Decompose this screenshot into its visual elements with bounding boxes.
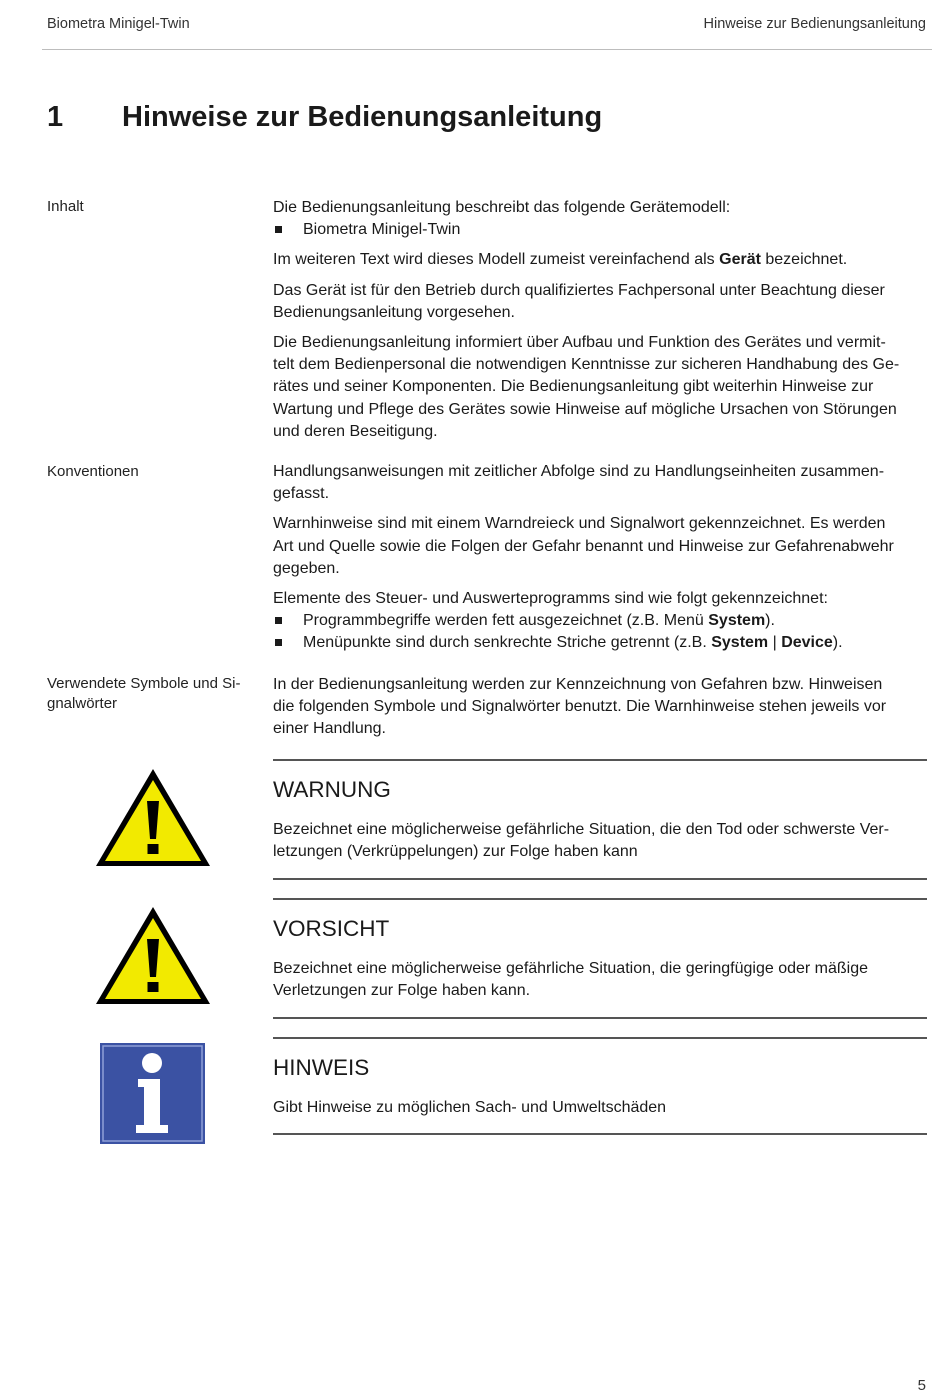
inhalt-intro: Die Bedienungsanleitung beschreibt das folgende Gerätemodell: bbox=[273, 199, 731, 216]
signal-box-warnung bbox=[273, 759, 927, 880]
chapter-number: 1 bbox=[47, 101, 64, 133]
signal-word-warnung: WARNUNG bbox=[273, 777, 391, 802]
info-sign-icon bbox=[100, 1043, 205, 1144]
signal-text-warnung: Bezeichnet eine möglicherweise gefährliche Situation, die den Tod oder schwerste Ver- letzungen (Verkrüppelungen) zur Folge haben kann bbox=[273, 821, 890, 861]
signal-word-vorsicht: VORSICHT bbox=[273, 916, 390, 941]
list-item: Programmbegriffe werden fett ausgezeichnet (z.B. Menü System). bbox=[273, 610, 928, 632]
bullet-square-icon bbox=[275, 617, 282, 624]
signal-text-vorsicht: Bezeichnet eine möglicherweise gefährliche Situation, die geringfügige oder mäßige Verletzungen zur Folge haben kann. bbox=[273, 960, 869, 1000]
inhalt-paragraph-3: Das Gerät ist für den Betrieb durch qualifiziertes Fachpersonal unter Beachtung dieser Bedienungsanleitung vorgesehen. bbox=[273, 281, 885, 321]
section-symbole bbox=[273, 674, 928, 749]
section-konventionen bbox=[273, 461, 928, 663]
warning-triangle-icon bbox=[94, 905, 212, 1007]
chapter-title: Hinweise zur Bedienungsanleitung bbox=[122, 101, 603, 133]
page-number: 5 bbox=[917, 1377, 926, 1394]
konventionen-paragraph-2: Warnhinweise sind mit einem Warndreieck und Signalwort gekennzeichnet. Es werden Art und Quelle sowie die Folgen der Gefahr benannt und Hinweise zur Gefahrenabwehr gegeben. bbox=[273, 515, 894, 577]
list-item: Biometra Minigel-Twin bbox=[273, 219, 928, 241]
running-header-right: Hinweise zur Bedienungsanleitung bbox=[703, 16, 926, 32]
bullet-square-icon bbox=[275, 639, 282, 646]
konventionen-list bbox=[273, 610, 928, 654]
signal-box-vorsicht bbox=[273, 898, 927, 1019]
inhalt-paragraph-2: Im weiteren Text wird dieses Modell zumeist vereinfachend als Gerät bezeichnet. bbox=[273, 251, 848, 269]
warning-triangle-icon bbox=[94, 767, 212, 869]
signal-text-hinweis: Gibt Hinweise zu möglichen Sach- und Umweltschäden bbox=[273, 1099, 667, 1116]
symbole-paragraph-1: In der Bedienungsanleitung werden zur Kennzeichnung von Gefahren bzw. Hinweisen die folgenden Symbole und Signalwörter benutzt. Die Warnhinweise stehen jeweils vor einer Handlung. bbox=[273, 676, 887, 738]
side-label-konventionen: Konventionen bbox=[47, 463, 139, 480]
konventionen-paragraph-3: Elemente des Steuer- und Auswerteprogramms sind wie folgt gekennzeichnet: bbox=[273, 590, 828, 608]
header-divider bbox=[42, 49, 932, 50]
konventionen-paragraph-1: Handlungsanweisungen mit zeitlicher Abfolge sind zu Handlungseinheiten zusammen- gefasst. bbox=[273, 463, 885, 503]
inhalt-list bbox=[273, 219, 928, 241]
section-inhalt bbox=[273, 197, 928, 451]
inhalt-paragraph-4: Die Bedienungsanleitung informiert über Aufbau und Funktion des Gerätes und vermit- telt dem Bedienpersonal die notwendigen Kenntnisse zur sicheren Handhabung des Ge- rätes und seiner Komponenten. Die Bedienungsanleitung gibt weiterhin Hinweise zur Wartung und Pflege des Gerätes sowie Hinweise auf mögliche Ursachen von Störungen und deren Beseitigung. bbox=[273, 334, 900, 440]
side-label-inhalt: Inhalt bbox=[47, 198, 84, 215]
list-item: Menüpunkte sind durch senkrechte Striche getrennt (z.B. System | Device). bbox=[273, 632, 928, 654]
side-label-symbole: Verwendete Symbole und Si- gnalwörter bbox=[47, 675, 241, 712]
bullet-square-icon bbox=[275, 226, 282, 233]
running-header-left: Biometra Minigel-Twin bbox=[47, 16, 190, 32]
signal-word-hinweis: HINWEIS bbox=[273, 1055, 370, 1080]
signal-box-hinweis bbox=[273, 1037, 927, 1135]
